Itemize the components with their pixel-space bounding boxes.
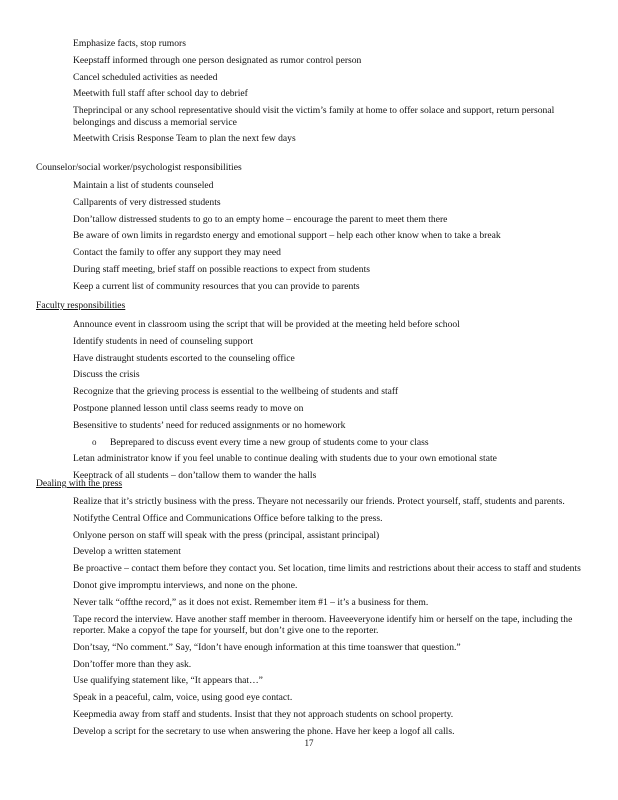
list-item — [0, 133, 618, 145]
item-text: Have distraught students escorted to the counseling office — [73, 352, 295, 364]
item-text: Don’toffer more than they ask. — [73, 658, 192, 670]
press-section — [0, 496, 618, 743]
list-item — [0, 580, 618, 592]
list-item — [0, 353, 618, 365]
list-item — [0, 614, 618, 637]
item-text: Emphasize facts, stop rumors — [73, 38, 186, 49]
item-text: Meetwith Crisis Response Team to plan the next few days — [73, 133, 296, 145]
item-text: Besensitive to students’ need for reduced assignments or no homework — [73, 419, 346, 431]
list-item — [0, 247, 618, 259]
item-text: Postpone planned lesson until class seems ready to move on — [73, 402, 304, 414]
item-text: Contact the family to offer any support they may need — [73, 247, 281, 259]
list-item — [0, 453, 618, 465]
list-item — [0, 642, 618, 654]
item-text: Don’tsay, “No comment.” Say, “Idon’t have enough information at this time toanswer that question.” — [73, 641, 461, 653]
item-text: Keepmedia away from staff and students. Insist that they not approach students on school property. — [73, 709, 454, 721]
list-item — [0, 197, 618, 209]
item-text: Theprincipal or any school representative should visit the victim’s family at home to offer solace and support, return personal belongings and discuss a memorial service — [73, 105, 555, 128]
item-text: Donot give impromptu interviews, and none on the phone. — [73, 579, 298, 591]
item-text: Recognize that the grieving process is essential to the wellbeing of students and staff — [73, 386, 399, 398]
list-item — [0, 336, 618, 348]
list-item — [0, 709, 618, 721]
item-text: Develop a written statement — [73, 546, 181, 558]
item-text: Develop a script for the secretary to use when answering the phone. Have her keep a logof all calls. — [73, 725, 455, 737]
item-text: Keep a current list of community resources that you can provide to parents — [73, 280, 360, 292]
item-text: Use qualifying statement like, “It appears that…” — [73, 675, 263, 687]
list-item — [0, 38, 618, 50]
item-text: Speak in a peaceful, calm, voice, using good eye contact. — [73, 692, 293, 704]
press-list — [0, 496, 618, 737]
sub-list-item — [0, 437, 618, 449]
list-item — [0, 496, 618, 508]
list-item — [0, 105, 618, 128]
list-item — [0, 563, 618, 575]
item-text: Tape record the interview. Have another staff member in theroom. Haveeveryone identify him or herself on the tape, including the reporter. Make a copyof the tape for yourself, but don’t give one to the reporter. — [73, 613, 573, 637]
item-text: Onlyone person on staff will speak with the press (principal, assistant principal) — [73, 529, 380, 541]
item-text: Keeptrack of all students – don’tallow them to wander the halls — [73, 470, 317, 482]
list-item — [0, 403, 618, 415]
faculty-list — [0, 319, 618, 482]
counselor-list — [0, 180, 618, 292]
faculty-heading: Faculty responsibilities — [36, 300, 126, 311]
item-text: Never talk “offthe record,” as it does not exist. Remember item #1 – it’s a business for them. — [73, 596, 429, 608]
faculty-section — [0, 319, 618, 487]
list-item — [0, 530, 618, 542]
list-item — [0, 72, 618, 84]
list-item — [0, 597, 618, 609]
list-item — [0, 281, 618, 293]
item-text: Identify students in need of counseling support — [73, 335, 254, 347]
item-text: Realize that it’s strictly business with the press. Theyare not necessarily our friends. Protect yourself, staff, students and parents. — [73, 496, 565, 507]
list-item — [0, 180, 618, 192]
item-text: Be aware of own limits in regardsto energy and emotional support – help each other know when to take a break — [73, 230, 501, 242]
item-text: Announce event in classroom using the script that will be provided at the meeting held before school — [73, 319, 460, 330]
item-text: Discuss the crisis — [73, 369, 140, 381]
list-item — [0, 675, 618, 687]
counselor-heading: Counselor/social worker/psychologist responsibilities — [36, 162, 242, 173]
item-text: Maintain a list of students counseled — [73, 180, 214, 191]
list-item — [0, 386, 618, 398]
list-item — [0, 319, 618, 331]
item-text: Callparents of very distressed students — [73, 196, 221, 208]
list-item — [0, 420, 618, 432]
item-text: Don’tallow distressed students to go to an empty home – encourage the parent to meet them there — [73, 213, 448, 225]
top-list — [0, 38, 618, 145]
list-item — [0, 214, 618, 226]
list-item — [0, 369, 618, 381]
list-item — [0, 546, 618, 558]
list-item — [0, 88, 618, 100]
item-text: Beprepared to discuss event every time a new group of students come to your class — [110, 436, 429, 448]
list-item — [0, 55, 618, 67]
item-text: During staff meeting, brief staff on possible reactions to expect from students — [73, 263, 370, 275]
counselor-section — [0, 180, 618, 298]
top-section — [0, 38, 618, 150]
item-text: Letan administrator know if you feel unable to continue dealing with students due to your own emotional state — [73, 453, 497, 465]
item-text: Cancel scheduled activities as needed — [73, 71, 218, 83]
item-text: Meetwith full staff after school day to debrief — [73, 88, 248, 100]
list-item — [0, 726, 618, 738]
press-heading: Dealing with the press — [36, 478, 123, 489]
item-text: Keepstaff informed through one person designated as rumor control person — [73, 54, 362, 66]
item-text: Be proactive – contact them before they contact you. Set location, time limits and restrictions about their access to staff and students — [73, 563, 581, 575]
list-item — [0, 659, 618, 671]
list-item — [0, 513, 618, 525]
item-text: Notifythe Central Office and Communications Office before talking to the press. — [73, 512, 383, 524]
list-item — [0, 264, 618, 276]
list-item — [0, 230, 618, 242]
list-item — [0, 692, 618, 704]
page-number: 17 — [304, 738, 314, 748]
sub-bullet-icon: o — [92, 436, 97, 447]
